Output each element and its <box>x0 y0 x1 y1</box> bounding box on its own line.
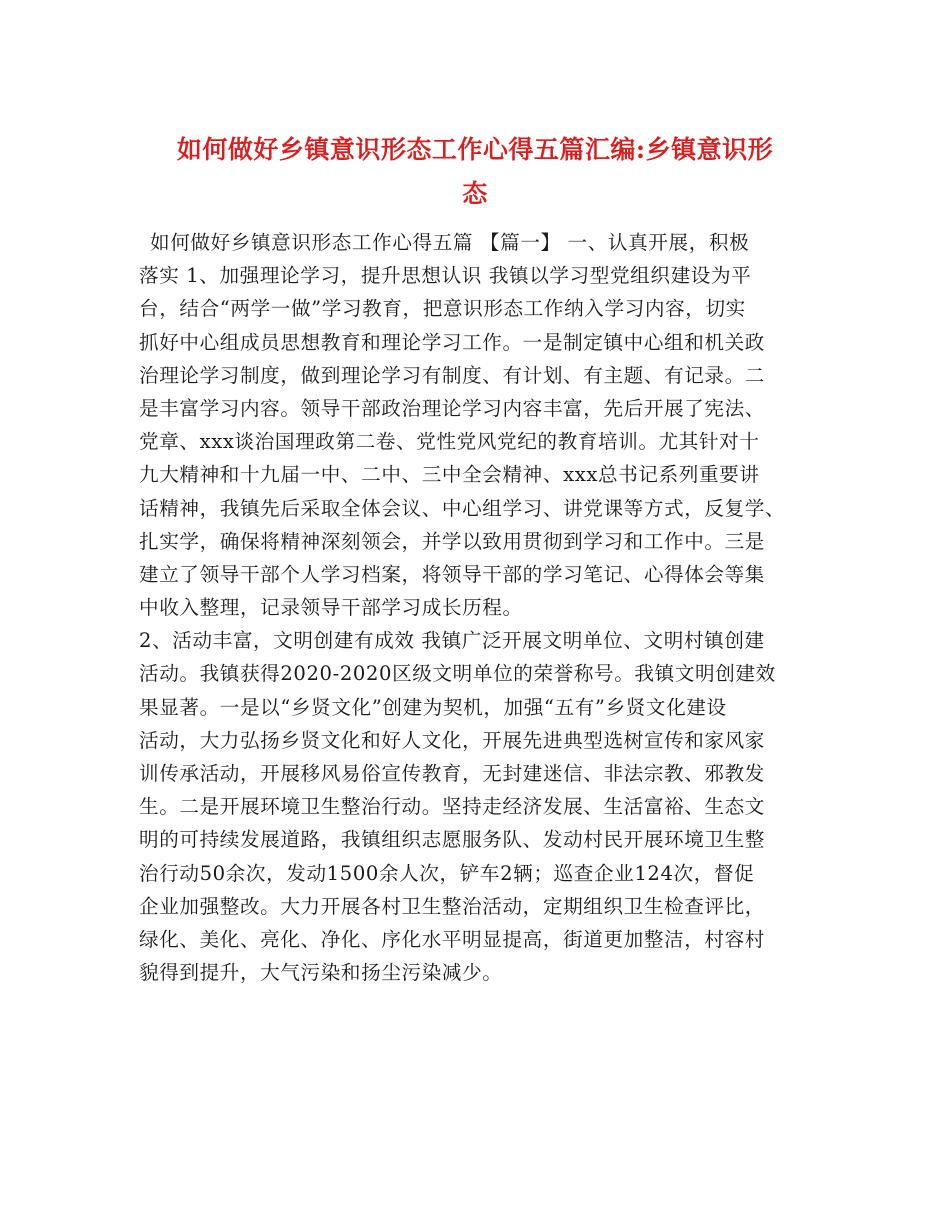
body-line: 党章、xxx谈治国理政第二卷、党性党风党纪的教育培训。尤其针对十 <box>139 430 760 454</box>
body-line: 活动，大力弘扬乡贤文化和好人文化，开展先进典型选树宣传和家风家 <box>139 728 766 752</box>
body-line: 企业加强整改。大力开展各村卫生整治活动，定期组织卫生检查评比， <box>139 894 766 918</box>
body-line: 九大精神和十九届一中、二中、三中全会精神、xxx总书记系列重要讲 <box>139 463 760 487</box>
body-line: 落实 1、加强理论学习，提升思想认识 我镇以学习型党组织建设为平 <box>139 264 752 288</box>
body-line: 扎实学，确保将精神深刻领会，并学以致用贯彻到学习和工作中。三是 <box>139 529 766 553</box>
document-title <box>120 128 830 216</box>
body-line: 台，结合“两学一做”学习教育，把意识形态工作纳入学习内容，切实 <box>139 297 746 321</box>
title-line-2: 态 <box>462 179 488 208</box>
body-line: 是丰富学习内容。领导干部政治理论学习内容丰富，先后开展了宪法、 <box>139 396 766 420</box>
body-line: 如何做好乡镇意识形态工作心得五篇 【篇一】 一、认真开展，积极 <box>150 231 750 254</box>
document-body <box>139 226 815 989</box>
body-line: 果显著。一是以“乡贤文化”创建为契机，加强“五有”乡贤文化建设 <box>139 695 727 719</box>
body-line: 活动。我镇获得2020-2020区级文明单位的荣誉称号。我镇文明创建效 <box>139 662 776 686</box>
body-line: 训传承活动，开展移风易俗宣传教育，无封建迷信、非法宗教、邪教发 <box>139 762 766 785</box>
body-line: 中收入整理，记录领导干部学习成长历程。 <box>139 596 523 620</box>
body-line: 建立了领导干部个人学习档案，将领导干部的学习笔记、心得体会等集 <box>139 562 766 586</box>
body-line: 治理论学习制度，做到理论学习有制度、有计划、有主题、有记录。二 <box>139 363 766 387</box>
body-line: 话精神，我镇先后采取全体会议、中心组学习、讲党课等方式，反复学、 <box>139 496 786 520</box>
body-line: 抓好中心组成员思想教育和理论学习工作。一是制定镇中心组和机关政 <box>139 330 766 354</box>
body-line: 貌得到提升，大气污染和扬尘污染减少。 <box>139 961 503 985</box>
title-line-1: 如何做好乡镇意识形态工作心得五篇汇编:乡镇意识形 <box>176 135 774 164</box>
body-line: 2、活动丰富，文明创建有成效 我镇广泛开展文明单位、文明村镇创建 <box>139 629 765 653</box>
body-line: 生。二是开展环境卫生整治行动。坚持走经济发展、生活富裕、生态文 <box>139 795 766 819</box>
body-line: 绿化、美化、亮化、净化、序化水平明显提高，街道更加整洁，村容村 <box>139 927 766 951</box>
body-line: 治行动50余次，发动1500余人次，铲车2辆；巡查企业124次，督促 <box>139 861 755 885</box>
body-line: 明的可持续发展道路，我镇组织志愿服务队、发动村民开展环境卫生整 <box>139 828 766 852</box>
